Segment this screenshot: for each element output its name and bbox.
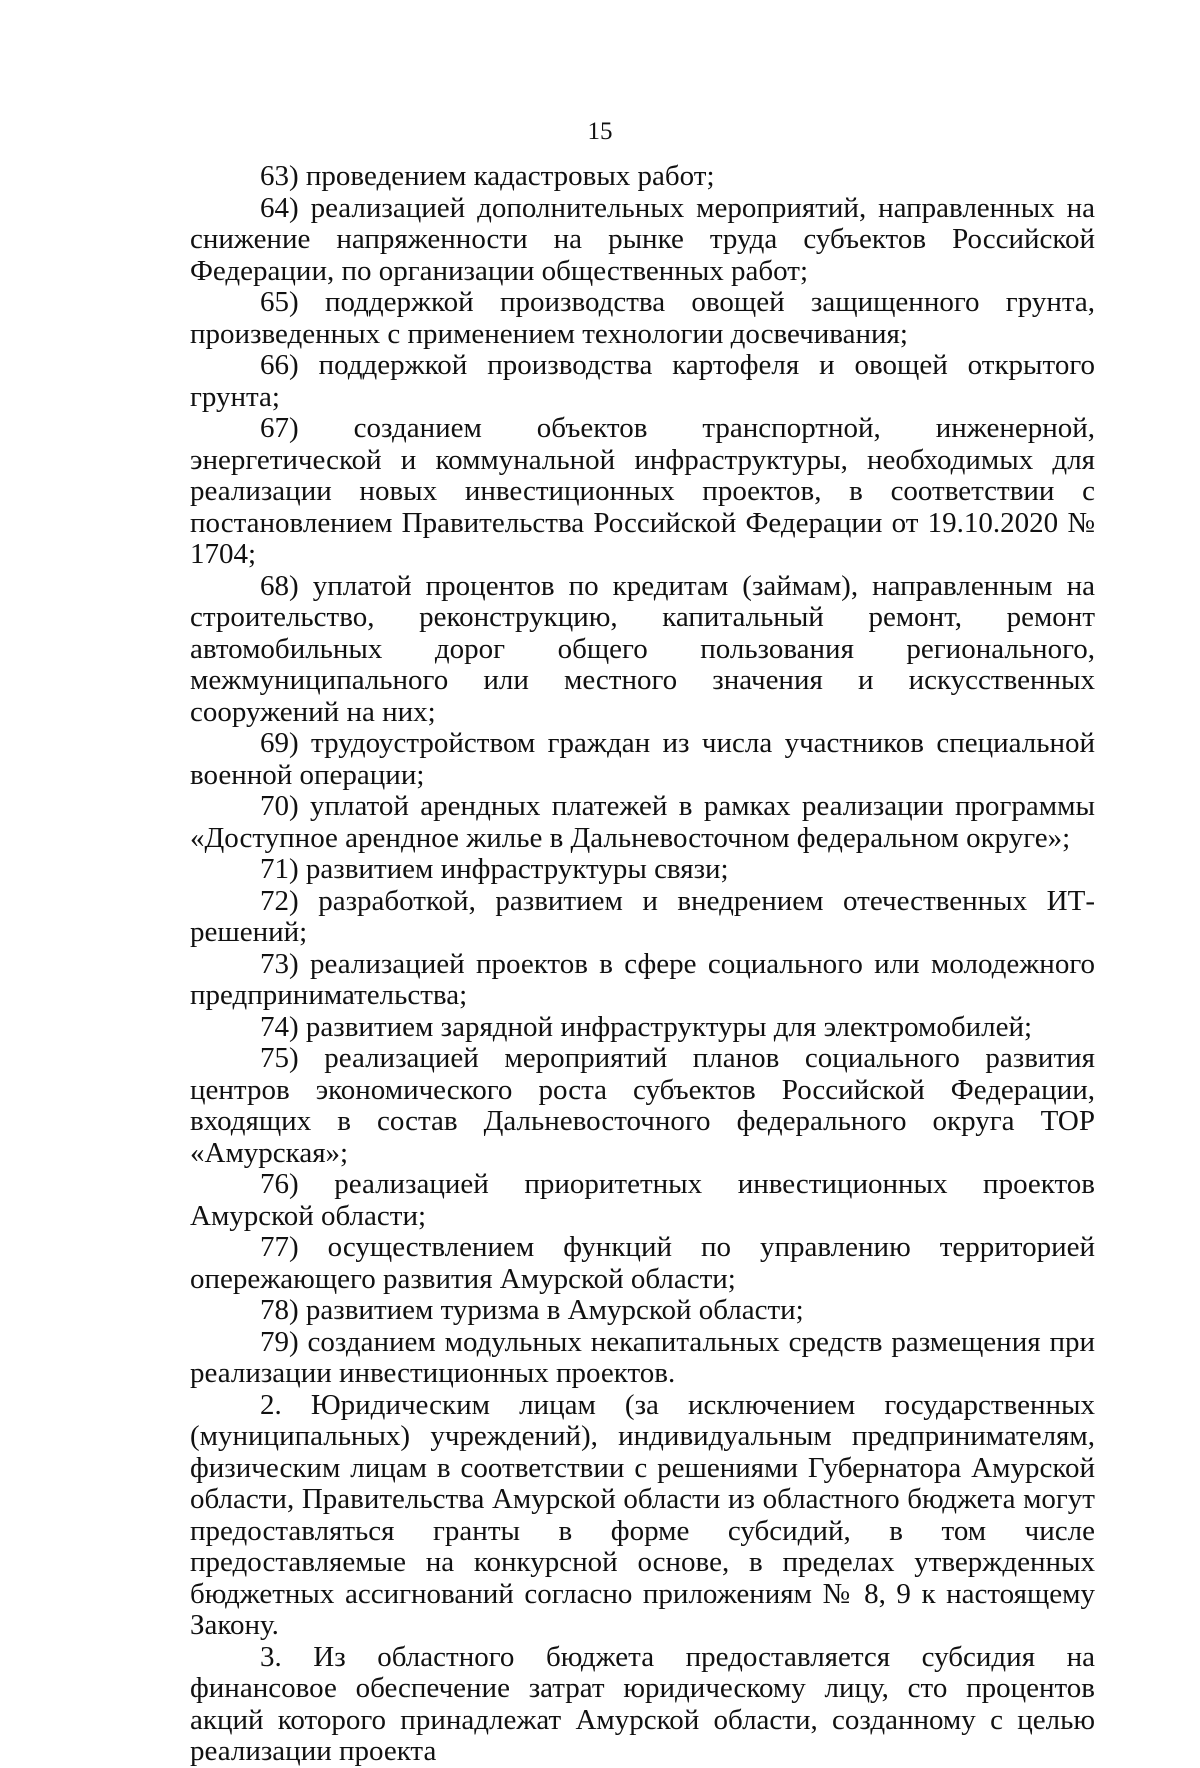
list-item-68: 68) уплатой процентов по кредитам (займам), направленным на строительство, реконструкцию, капитальный ремонт, ремонт автомобильных дорог общего пользования регионального, межмуниципального или местного значения и искусственных сооружений на них; xyxy=(190,569,1095,728)
list-item-73: 73) реализацией проектов в сфере социального или молодежного предпринимательства; xyxy=(190,947,1095,1011)
list-item-71: 71) развитием инфраструктуры связи; xyxy=(260,853,729,885)
page-number: 15 xyxy=(587,118,613,145)
list-item-79: 79) созданием модульных некапитальных средств размещения при реализации инвестиционных проектов. xyxy=(190,1325,1095,1389)
list-item-63: 63) проведением кадастровых работ; xyxy=(260,160,715,192)
list-item-64: 64) реализацией дополнительных мероприятий, направленных на снижение напряженности на рынке труда субъектов Российской Федерации, по организации общественных работ; xyxy=(190,191,1095,287)
list-item-77: 77) осуществлением функций по управлению территорией опережающего развития Амурской области; xyxy=(190,1231,1095,1295)
document-body xyxy=(190,161,1095,1768)
list-item-75: 75) реализацией мероприятий планов социального развития центров экономического роста субъектов Российской Федерации, входящих в состав Дальневосточного федерального округа ТОР «Амурская»; xyxy=(190,1042,1095,1169)
list-item-69: 69) трудоустройством граждан из числа участников специальной военной операции; xyxy=(190,727,1095,791)
list-item-78: 78) развитием туризма в Амурской области; xyxy=(260,1294,804,1326)
list-item-66: 66) поддержкой производства картофеля и овощей открытого грунта; xyxy=(190,349,1095,413)
list-item-72: 72) разработкой, развитием и внедрением отечественных ИТ-решений; xyxy=(190,884,1095,948)
list-item-67: 67) созданием объектов транспортной, инженерной, энергетической и коммунальной инфраструктуры, необходимых для реализации новых инвестиционных проектов, в соответствии с постановлением Правительства Российской Федерации от 19.10.2020 № 1704; xyxy=(190,412,1095,570)
section-3-paragraph: 3. Из областного бюджета предоставляется субсидия на финансовое обеспечение затрат юридическому лицу, сто процентов акций которого принадлежат Амурской области, созданному с целью реализации проекта xyxy=(190,1640,1095,1767)
list-item-74: 74) развитием зарядной инфраструктуры для электромобилей; xyxy=(260,1010,1033,1043)
list-item-76: 76) реализацией приоритетных инвестиционных проектов Амурской области; xyxy=(190,1168,1095,1232)
section-2-paragraph: 2. Юридическим лицам (за исключением государственных (муниципальных) учреждений), индивидуальным предпринимателям, физическим лицам в соответствии с решениями Губернатора Амурской области, Правительства Амурской области из областного бюджета могут предоставляться гранты в форме субсидий, в том числе предоставляемые на конкурсной основе, в пределах утвержденных бюджетных ассигнований согласно приложениям № 8, 9 к настоящему Закону. xyxy=(190,1388,1095,1641)
list-item-65: 65) поддержкой производства овощей защищенного грунта, произведенных с применением технологии досвечивания; xyxy=(190,286,1095,350)
list-item-70: 70) уплатой арендных платежей в рамках реализации программы «Доступное арендное жилье в Дальневосточном федеральном округе»; xyxy=(190,790,1095,854)
